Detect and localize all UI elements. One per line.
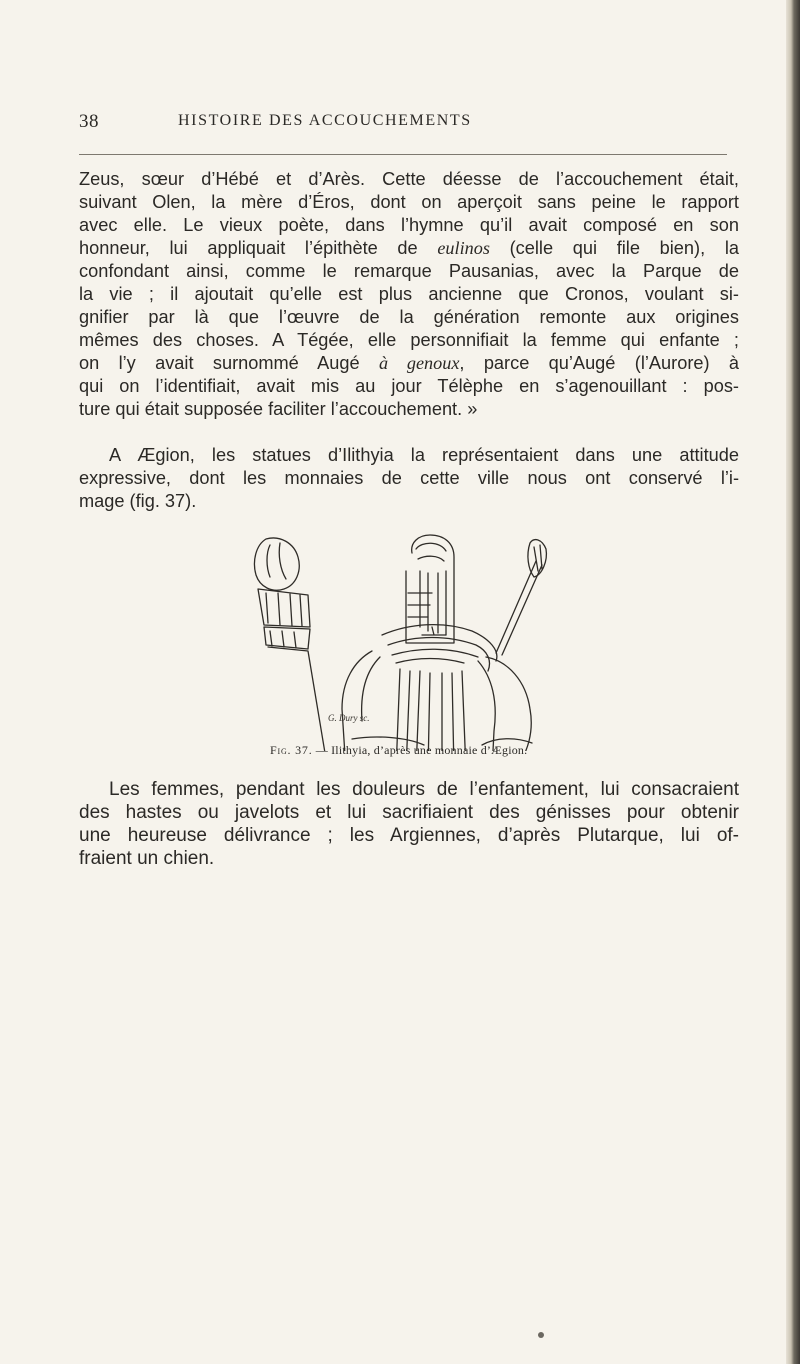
caption-text: — Ilithyia, d’après une monnaie d’Ægion. xyxy=(312,743,528,757)
text-line: mage (fig. 37). xyxy=(79,491,197,511)
text-segment: (celle qui file bien), la xyxy=(489,238,739,258)
ilithyia-engraving xyxy=(196,531,736,751)
text-segment: on l’y avait surnommé Augé xyxy=(79,353,379,373)
text-line: suivant Olen, la mère d’Éros, dont on aperçoit sans peine le rapport xyxy=(79,192,739,212)
running-title: HISTOIRE DES ACCOUCHEMENTS xyxy=(178,112,472,129)
text-line: Les femmes, pendant les douleurs de l’enfantement, lui consacraient xyxy=(109,779,739,800)
figure-ilithyia xyxy=(196,531,736,751)
page-edge xyxy=(786,0,800,1364)
text-segment: honneur, lui appliquait l’épithète de xyxy=(79,238,438,258)
figure-caption xyxy=(270,743,600,758)
text-line xyxy=(79,237,739,260)
text-line xyxy=(79,352,739,375)
text-line: confondant ainsi, comme le remarque Pausanias, avec la Parque de xyxy=(79,261,739,281)
text-line: A Ægion, les statues d’Ilithyia la représentaient dans une attitude xyxy=(109,445,739,465)
paragraph-2 xyxy=(79,444,739,513)
page-header xyxy=(0,111,800,141)
ink-speck xyxy=(538,1332,544,1338)
paragraph-1 xyxy=(79,168,739,421)
text-line: avec elle. Le vieux poète, dans l’hymne qu’il avait composé en son xyxy=(79,215,739,235)
page-number: 38 xyxy=(79,111,99,132)
text-line: mêmes des choses. A Tégée, elle personnifiait la femme qui enfante ; xyxy=(79,330,739,350)
text-line: qui on l’identifiait, avait mis au jour Télèphe en s’agenouillant : pos- xyxy=(79,376,739,396)
figure-number: Fig. 37. xyxy=(270,743,313,757)
header-rule xyxy=(79,154,727,155)
italic-term: à genoux xyxy=(378,353,460,373)
text-line: une heureuse délivrance ; les Argiennes, d’après Plutarque, lui of- xyxy=(79,825,739,846)
engraver-signature: G. Dury sc. xyxy=(328,713,370,723)
text-line: la vie ; il ajoutait qu’elle est plus ancienne que Cronos, voulant si- xyxy=(79,284,739,304)
italic-term: eulinos xyxy=(437,238,490,258)
text-line: expressive, dont les monnaies de cette ville nous ont conservé l’i- xyxy=(79,468,739,488)
text-line: des hastes ou javelots et lui sacrifiaient des génisses pour obtenir xyxy=(79,802,739,823)
paragraph-3 xyxy=(79,778,739,870)
text-segment: , parce qu’Augé (l’Aurore) à xyxy=(459,353,740,373)
text-line: ture qui était supposée faciliter l’accouchement. » xyxy=(79,399,478,419)
text-line: gnifier par là que l’œuvre de la génération remonte aux origines xyxy=(79,307,739,327)
text-line: Zeus, sœur d’Hébé et d’Arès. Cette déesse de l’accouchement était, xyxy=(79,169,739,189)
text-line: fraient un chien. xyxy=(79,848,215,869)
